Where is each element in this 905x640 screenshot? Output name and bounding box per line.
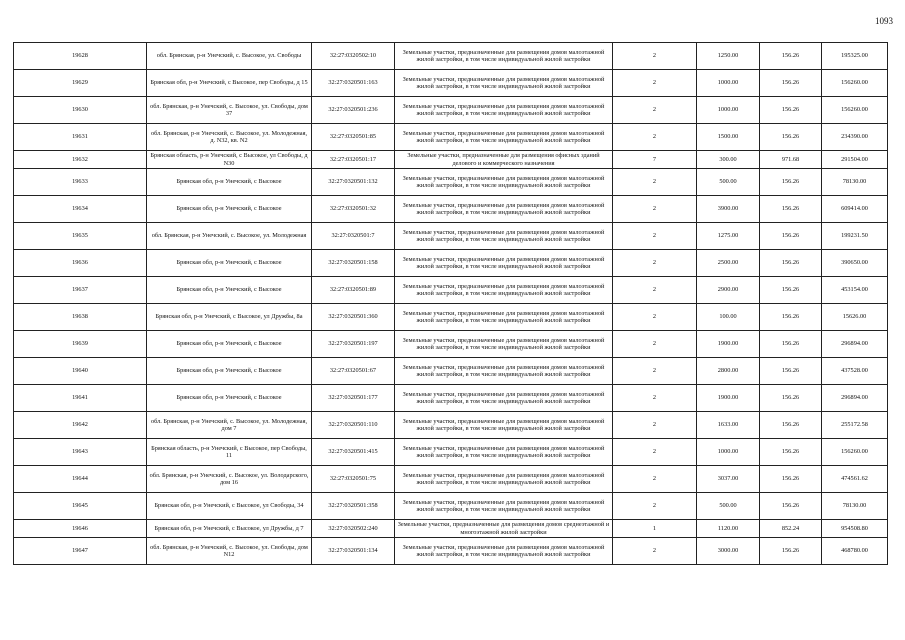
land-use-cell: Земельные участки, предназначенные для размещения домов малоэтажной жилой застройки, в том числе индивидуальной жилой застройки xyxy=(395,331,613,358)
area-cell: 1900.00 xyxy=(697,385,760,412)
table-row xyxy=(14,223,888,250)
row-number: 19643 xyxy=(14,439,147,466)
area-cell: 500.00 xyxy=(697,493,760,520)
address-cell: Брянская обл, р-н Унечский, с Высокое xyxy=(147,250,312,277)
use-group-cell: 2 xyxy=(613,70,697,97)
use-group-cell: 2 xyxy=(613,412,697,439)
area-cell: 1120.00 xyxy=(697,520,760,538)
table-row xyxy=(14,412,888,439)
row-number: 19637 xyxy=(14,277,147,304)
address-cell: Брянская обл, р-н Унечский, с Высокое xyxy=(147,331,312,358)
table-row xyxy=(14,493,888,520)
use-group-cell: 2 xyxy=(613,43,697,70)
land-use-cell: Земельные участки, предназначенные для размещения домов малоэтажной жилой застройки, в том числе индивидуальной жилой застройки xyxy=(395,538,613,565)
area-cell: 1000.00 xyxy=(697,97,760,124)
cadastral-value-cell: 474561.62 xyxy=(822,466,888,493)
address-cell: Брянская область, р-н Унечский, с Высокое, пер Свободы, 11 xyxy=(147,439,312,466)
row-number: 19629 xyxy=(14,70,147,97)
table-row xyxy=(14,196,888,223)
cadastral-number-cell: 32:27:0320501:163 xyxy=(312,70,395,97)
area-cell: 100.00 xyxy=(697,304,760,331)
area-cell: 1275.00 xyxy=(697,223,760,250)
specific-value-cell: 852.24 xyxy=(760,520,822,538)
row-number: 19633 xyxy=(14,169,147,196)
land-use-cell: Земельные участки, предназначенные для размещения домов малоэтажной жилой застройки, в том числе индивидуальной жилой застройки xyxy=(395,124,613,151)
cadastral-number-cell: 32:27:0320501:75 xyxy=(312,466,395,493)
cadastral-number-cell: 32:27:0320501:17 xyxy=(312,151,395,169)
use-group-cell: 2 xyxy=(613,439,697,466)
address-cell: обл. Брянская, р-н Унечский, с. Высокое, ул. Молодежная, д. N32, кв. N2 xyxy=(147,124,312,151)
row-number: 19647 xyxy=(14,538,147,565)
address-cell: обл. Брянская, р-н Унечский, с. Высокое, ул. Свободы, дом 37 xyxy=(147,97,312,124)
use-group-cell: 2 xyxy=(613,358,697,385)
row-number: 19636 xyxy=(14,250,147,277)
use-group-cell: 2 xyxy=(613,385,697,412)
cadastral-value-cell: 296894.00 xyxy=(822,331,888,358)
table-row xyxy=(14,439,888,466)
cadastral-value-cell: 468780.00 xyxy=(822,538,888,565)
specific-value-cell: 156.26 xyxy=(760,385,822,412)
specific-value-cell: 156.26 xyxy=(760,538,822,565)
row-number: 19639 xyxy=(14,331,147,358)
specific-value-cell: 156.26 xyxy=(760,124,822,151)
address-cell: Брянская обл, р-н Унечский, с Высокое xyxy=(147,277,312,304)
row-number: 19641 xyxy=(14,385,147,412)
cadastral-number-cell: 32:27:0320502:240 xyxy=(312,520,395,538)
table-row xyxy=(14,304,888,331)
address-cell: обл. Брянская, р-н Унечский, с. Высокое, ул. Свободы, дом N12 xyxy=(147,538,312,565)
address-cell: Брянская обл, р-н Унечский, с Высокое, ул Свободы, 34 xyxy=(147,493,312,520)
address-cell: обл. Брянская, р-н Унечский, с. Высокое, ул. Молодежная, дом 7 xyxy=(147,412,312,439)
cadastral-number-cell: 32:27:0320501:177 xyxy=(312,385,395,412)
use-group-cell: 2 xyxy=(613,250,697,277)
row-number: 19646 xyxy=(14,520,147,538)
use-group-cell: 2 xyxy=(613,493,697,520)
address-cell: обл. Брянская, р-н Унечский, с. Высокое, ул. Молодежная xyxy=(147,223,312,250)
land-use-cell: Земельные участки, предназначенные для размещения домов малоэтажной жилой застройки, в том числе индивидуальной жилой застройки xyxy=(395,439,613,466)
page-number: 1093 xyxy=(875,16,893,26)
row-number: 19640 xyxy=(14,358,147,385)
land-use-cell: Земельные участки, предназначенные для размещения домов малоэтажной жилой застройки, в том числе индивидуальной жилой застройки xyxy=(395,169,613,196)
area-cell: 3000.00 xyxy=(697,538,760,565)
area-cell: 300.00 xyxy=(697,151,760,169)
cadastral-number-cell: 32:27:0320501:236 xyxy=(312,97,395,124)
area-cell: 1900.00 xyxy=(697,331,760,358)
land-registry-table xyxy=(13,42,888,565)
cadastral-number-cell: 32:27:0320501:110 xyxy=(312,412,395,439)
row-number: 19644 xyxy=(14,466,147,493)
specific-value-cell: 156.26 xyxy=(760,70,822,97)
use-group-cell: 2 xyxy=(613,223,697,250)
row-number: 19638 xyxy=(14,304,147,331)
use-group-cell: 2 xyxy=(613,97,697,124)
area-cell: 1633.00 xyxy=(697,412,760,439)
cadastral-value-cell: 78130.00 xyxy=(822,169,888,196)
row-number: 19628 xyxy=(14,43,147,70)
table-row xyxy=(14,331,888,358)
land-use-cell: Земельные участки, предназначенные для размещения домов малоэтажной жилой застройки, в том числе индивидуальной жилой застройки xyxy=(395,223,613,250)
table-row xyxy=(14,70,888,97)
area-cell: 1500.00 xyxy=(697,124,760,151)
cadastral-value-cell: 234390.00 xyxy=(822,124,888,151)
cadastral-value-cell: 156260.00 xyxy=(822,439,888,466)
land-use-cell: Земельные участки, предназначенные для размещения домов малоэтажной жилой застройки, в том числе индивидуальной жилой застройки xyxy=(395,70,613,97)
address-cell: Брянская обл, р-н Унечский, с Высокое xyxy=(147,385,312,412)
land-use-cell: Земельные участки, предназначенные для размещения офисных зданий делового и коммерческого назначения xyxy=(395,151,613,169)
cadastral-value-cell: 255172.58 xyxy=(822,412,888,439)
area-cell: 3037.00 xyxy=(697,466,760,493)
cadastral-number-cell: 32:27:0320501:67 xyxy=(312,358,395,385)
row-number: 19642 xyxy=(14,412,147,439)
cadastral-value-cell: 296894.00 xyxy=(822,385,888,412)
cadastral-value-cell: 954508.80 xyxy=(822,520,888,538)
cadastral-number-cell: 32:27:0320501:158 xyxy=(312,250,395,277)
cadastral-number-cell: 32:27:0320501:7 xyxy=(312,223,395,250)
address-cell: Брянская область, р-н Унечский, с Высокое, ул Свободы, д N30 xyxy=(147,151,312,169)
address-cell: Брянская обл, р-н Унечский, с Высокое xyxy=(147,196,312,223)
specific-value-cell: 156.26 xyxy=(760,439,822,466)
table-row xyxy=(14,151,888,169)
specific-value-cell: 156.26 xyxy=(760,223,822,250)
specific-value-cell: 156.26 xyxy=(760,169,822,196)
area-cell: 2800.00 xyxy=(697,358,760,385)
row-number: 19634 xyxy=(14,196,147,223)
area-cell: 1000.00 xyxy=(697,439,760,466)
specific-value-cell: 156.26 xyxy=(760,493,822,520)
cadastral-number-cell: 32:27:0320501:32 xyxy=(312,196,395,223)
use-group-cell: 2 xyxy=(613,466,697,493)
cadastral-number-cell: 32:27:0320501:134 xyxy=(312,538,395,565)
land-use-cell: Земельные участки, предназначенные для размещения домов среднеэтажной и многоэтажной жилой застройки xyxy=(395,520,613,538)
specific-value-cell: 156.26 xyxy=(760,97,822,124)
cadastral-value-cell: 437528.00 xyxy=(822,358,888,385)
area-cell: 1000.00 xyxy=(697,70,760,97)
use-group-cell: 2 xyxy=(613,196,697,223)
land-use-cell: Земельные участки, предназначенные для размещения домов малоэтажной жилой застройки, в том числе индивидуальной жилой застройки xyxy=(395,277,613,304)
cadastral-value-cell: 453154.00 xyxy=(822,277,888,304)
use-group-cell: 2 xyxy=(613,277,697,304)
specific-value-cell: 156.26 xyxy=(760,412,822,439)
land-use-cell: Земельные участки, предназначенные для размещения домов малоэтажной жилой застройки, в том числе индивидуальной жилой застройки xyxy=(395,304,613,331)
cadastral-value-cell: 195325.00 xyxy=(822,43,888,70)
land-use-cell: Земельные участки, предназначенные для размещения домов малоэтажной жилой застройки, в том числе индивидуальной жилой застройки xyxy=(395,493,613,520)
address-cell: обл. Брянская, р-н Унечский, с. Высокое, ул. Свободы xyxy=(147,43,312,70)
use-group-cell: 7 xyxy=(613,151,697,169)
specific-value-cell: 156.26 xyxy=(760,43,822,70)
specific-value-cell: 156.26 xyxy=(760,331,822,358)
cadastral-number-cell: 32:27:0320501:360 xyxy=(312,304,395,331)
specific-value-cell: 156.26 xyxy=(760,196,822,223)
cadastral-number-cell: 32:27:0320502:10 xyxy=(312,43,395,70)
area-cell: 1250.00 xyxy=(697,43,760,70)
area-cell: 2500.00 xyxy=(697,250,760,277)
use-group-cell: 2 xyxy=(613,304,697,331)
table-row xyxy=(14,538,888,565)
address-cell: обл. Брянская, р-н Унечский, с. Высокое, ул. Володарского, дом 16 xyxy=(147,466,312,493)
row-number: 19632 xyxy=(14,151,147,169)
address-cell: Брянская обл, р-н Унечский, с Высокое, ул Дружбы, д 7 xyxy=(147,520,312,538)
cadastral-number-cell: 32:27:0320501:132 xyxy=(312,169,395,196)
specific-value-cell: 156.26 xyxy=(760,250,822,277)
address-cell: Брянская обл, р-н Унечский, с Высокое xyxy=(147,169,312,196)
cadastral-value-cell: 390650.00 xyxy=(822,250,888,277)
specific-value-cell: 156.26 xyxy=(760,466,822,493)
specific-value-cell: 971.68 xyxy=(760,151,822,169)
land-use-cell: Земельные участки, предназначенные для размещения домов малоэтажной жилой застройки, в том числе индивидуальной жилой застройки xyxy=(395,412,613,439)
address-cell: Брянская обл, р-н Унечский, с Высокое xyxy=(147,358,312,385)
cadastral-number-cell: 32:27:0320501:415 xyxy=(312,439,395,466)
table-row xyxy=(14,97,888,124)
area-cell: 2900.00 xyxy=(697,277,760,304)
table-row xyxy=(14,385,888,412)
cadastral-value-cell: 291504.00 xyxy=(822,151,888,169)
specific-value-cell: 156.26 xyxy=(760,277,822,304)
land-use-cell: Земельные участки, предназначенные для размещения домов малоэтажной жилой застройки, в том числе индивидуальной жилой застройки xyxy=(395,43,613,70)
table-row xyxy=(14,43,888,70)
cadastral-value-cell: 199231.50 xyxy=(822,223,888,250)
table-row xyxy=(14,169,888,196)
land-use-cell: Земельные участки, предназначенные для размещения домов малоэтажной жилой застройки, в том числе индивидуальной жилой застройки xyxy=(395,250,613,277)
cadastral-number-cell: 32:27:0320501:197 xyxy=(312,331,395,358)
cadastral-value-cell: 15626.00 xyxy=(822,304,888,331)
use-group-cell: 2 xyxy=(613,538,697,565)
land-use-cell: Земельные участки, предназначенные для размещения домов малоэтажной жилой застройки, в том числе индивидуальной жилой застройки xyxy=(395,196,613,223)
specific-value-cell: 156.26 xyxy=(760,358,822,385)
address-cell: Брянская обл, р-н Унечский, с Высокое, ул Дружбы, 8а xyxy=(147,304,312,331)
land-use-cell: Земельные участки, предназначенные для размещения домов малоэтажной жилой застройки, в том числе индивидуальной жилой застройки xyxy=(395,358,613,385)
land-use-cell: Земельные участки, предназначенные для размещения домов малоэтажной жилой застройки, в том числе индивидуальной жилой застройки xyxy=(395,97,613,124)
cadastral-value-cell: 78130.00 xyxy=(822,493,888,520)
area-cell: 3900.00 xyxy=(697,196,760,223)
cadastral-value-cell: 609414.00 xyxy=(822,196,888,223)
table-row xyxy=(14,124,888,151)
table-row xyxy=(14,250,888,277)
row-number: 19635 xyxy=(14,223,147,250)
area-cell: 500.00 xyxy=(697,169,760,196)
use-group-cell: 2 xyxy=(613,331,697,358)
table-row xyxy=(14,466,888,493)
land-use-cell: Земельные участки, предназначенные для размещения домов малоэтажной жилой застройки, в том числе индивидуальной жилой застройки xyxy=(395,466,613,493)
cadastral-value-cell: 156260.00 xyxy=(822,70,888,97)
table-row xyxy=(14,277,888,304)
cadastral-number-cell: 32:27:0320501:85 xyxy=(312,124,395,151)
land-use-cell: Земельные участки, предназначенные для размещения домов малоэтажной жилой застройки, в том числе индивидуальной жилой застройки xyxy=(395,385,613,412)
specific-value-cell: 156.26 xyxy=(760,304,822,331)
cadastral-value-cell: 156260.00 xyxy=(822,97,888,124)
table-row xyxy=(14,358,888,385)
use-group-cell: 1 xyxy=(613,520,697,538)
address-cell: Брянская обл, р-н Унечский, с Высокое, пер Свободы, д 15 xyxy=(147,70,312,97)
row-number: 19631 xyxy=(14,124,147,151)
row-number: 19630 xyxy=(14,97,147,124)
table-row xyxy=(14,520,888,538)
use-group-cell: 2 xyxy=(613,169,697,196)
cadastral-number-cell: 32:27:0320501:89 xyxy=(312,277,395,304)
cadastral-number-cell: 32:27:0320501:358 xyxy=(312,493,395,520)
row-number: 19645 xyxy=(14,493,147,520)
use-group-cell: 2 xyxy=(613,124,697,151)
